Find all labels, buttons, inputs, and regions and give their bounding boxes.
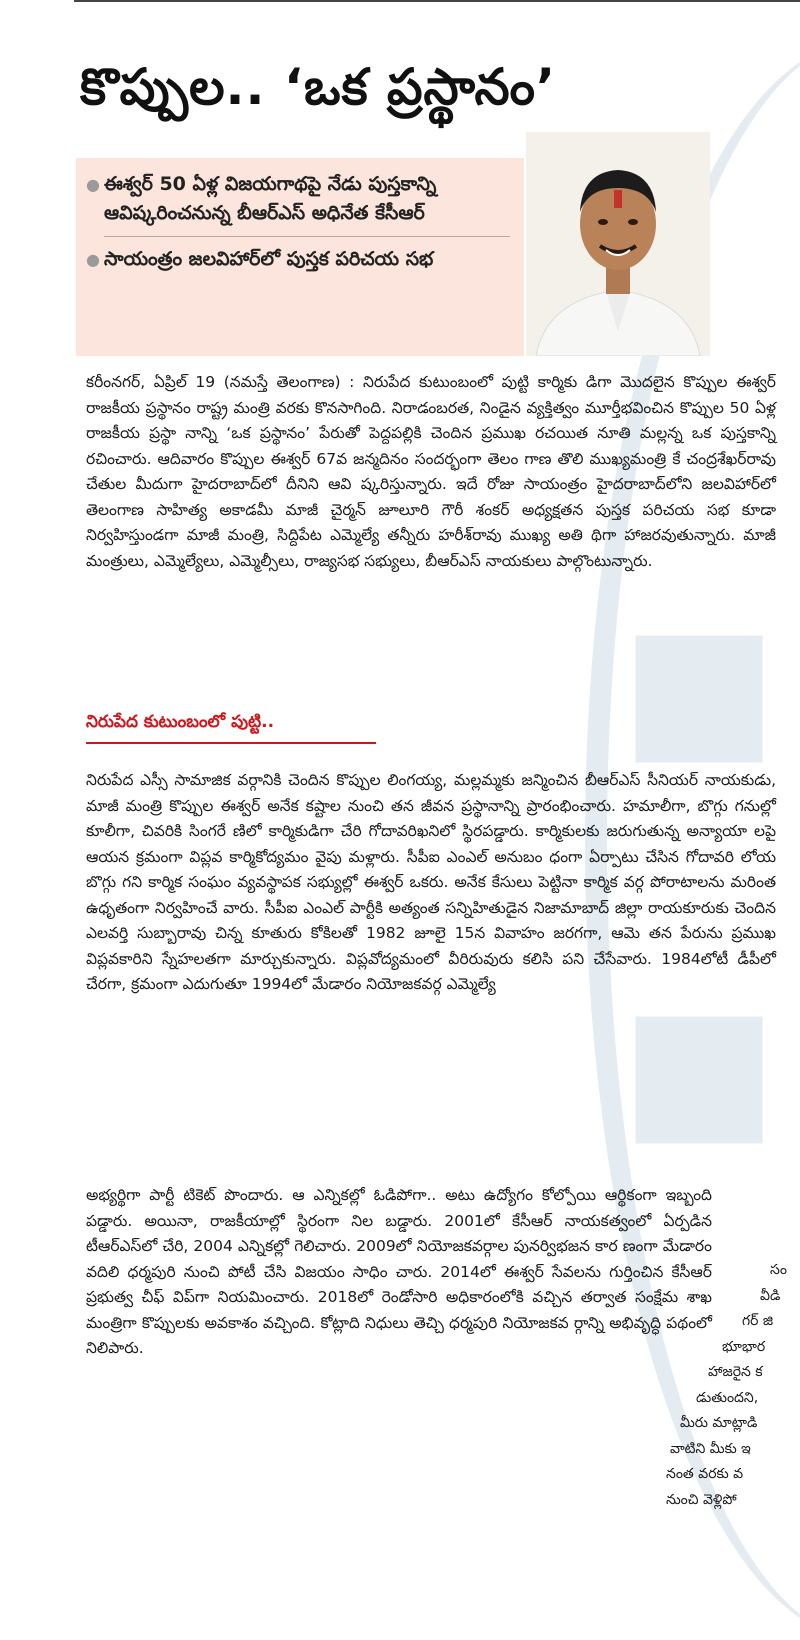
subheading-underline (86, 742, 376, 744)
side-fragment: నుంచి వెళ్లిపో (666, 1491, 737, 1508)
top-rule (74, 0, 800, 2)
portrait-icon (526, 132, 710, 356)
intro-paragraph: కరీంనగర్, ఏప్రిల్ 19 (నమస్తే తెలంగాణ) : నిరుపేద కుటుంబంలో పుట్టి కార్మికు డిగా మొదలైన కొప్పుల ఈశ్వర్ రాజకీయ ప్రస్థానం రాష్ట్ర మంత్రి వరకు కొనసాగింది. నిరాడంబరత, నిండైన వ్యక్తిత్వం మూర్తీభవించిన కొప్పుల 50 ఏళ్ల రాజకీయ ప్రస్థా నాన్ని ‘ఒక ప్రస్థానం’ పేరుతో పెద్దపల్లికి చెందిన ప్రముఖ రచయిత నూతి మల్లన్న ఒక పుస్తకాన్ని రచించారు. ఆదివారం కొప్పుల ఈశ్వర్ 67వ జన్మదినం సందర్భంగా తెలం గాణ తొలి ముఖ్యమంత్రి కే చంద్రశేఖర్‌రావు చేతుల మీదుగా హైదరాబాద్‌లో దీనిని ఆవి ష్కరిస్తున్నారు. ఇదే రోజు సాయంత్రం హైదరాబాద్‌లోని జలవిహార్‌లో తెలంగాణ సాహిత్య అకాడమీ మాజీ చైర్మన్ జూలూరి గౌరీ శంకర్ అధ్యక్షతన పుస్తక పరిచయ సభ కూడా నిర్వహిస్తుండగా మాజీ మంత్రి, సిద్దిపేట ఎమ్మెల్యే తన్నీరు హరీశ్‌రావు ముఖ్య అతి థిగా హాజరవుతున్నారు. మాజీ మంత్రులు, ఎమ్మెల్యేలు, ఎమ్మెల్సీలు, రాజ్యసభ సభ్యులు, బీఆర్ఎస్ నాయకులు పాల్గొంటున్నారు. (86, 373, 776, 570)
side-fragment: వీడి (760, 1287, 781, 1304)
highlight-text: ఈశ్వర్ 50 ఏళ్ల విజయగాథపై నేడు పుస్తకాన్ని ఆవిష్కరించనున్న బీఆర్ఎస్ అధినేత కేసీఆర్ (104, 173, 437, 224)
headline: కొప్పుల.. ‘ఒక ప్రస్థానం’ (80, 58, 556, 116)
highlight-box (76, 158, 524, 356)
side-fragment: హాజరైన క (708, 1364, 763, 1380)
body-paragraph-continued: అభ్యర్థిగా పార్టీ టికెట్ పొందారు. ఆ ఎన్నికల్లో ఓడిపోగా.. అటు ఉద్యోగం కోల్పోయి ఆర్థికంగా ఇబ్బంది పడ్డారు. అయినా, రాజకీయాల్లో స్థిరంగా నిల బడ్డారు. 2001లో కేసీఆర్ నాయకత్వంలో ఏర్పడిన టీఆర్ఎస్‌లో చేరి, 2004 ఎన్నికల్లో గెలిచారు. 2009లో నియోజకవర్గాల పునర్విభజన కార ణంగా మేడారం వదిలి ధర్మపురి నుంచి పోటీ చేసి విజయం సాధిం చారు. 2014లో ఈశ్వర్ సేవలను గుర్తించిన కేసీఆర్ ప్రభుత్వ చీఫ్ విప్‌గా నియమించారు. 2018లో రెండోసారి అధికారంలోకి వచ్చిన తర్వాత సంక్షేమ శాఖ మంత్రిగా కొప్పులకు అవకాశం వచ్చింది. కోట్లాది నిధులు తెచ్చి ధర్మపురి నియోజకవ ర్గాన్ని అభివృద్ధి పథంలో నిలిపారు. (86, 1186, 712, 1357)
side-fragment: వాటిని మీకు ఇ (670, 1440, 751, 1457)
adjacent-article-column (660, 1258, 800, 1543)
portrait-photo (526, 132, 710, 356)
side-fragment: మీరు మాట్లాడి (680, 1415, 758, 1431)
side-fragment: భూభార (722, 1338, 766, 1355)
side-fragment: నంత వరకు వ (666, 1466, 744, 1482)
highlight-list (76, 158, 524, 274)
bullet-icon: ● (86, 175, 100, 194)
section-subheading: నిరుపేద కుటుంబంలో పుట్టి.. (86, 712, 275, 732)
highlight-text: సాయంత్రం జలవిహార్‌లో పుస్తక పరిచయ సభ (104, 248, 434, 270)
side-fragment: గర్ జి (742, 1313, 774, 1329)
body-paragraph: నిరుపేద ఎస్సీ సామాజిక వర్గానికి చెందిన కొప్పుల లింగయ్య, మల్లమ్మకు జన్మించిన బీఆర్ఎస్ సీనియర్ నాయకుడు, మాజీ మంత్రి కొప్పుల ఈశ్వర్ అనేక కష్టాల నుంచి తన జీవన ప్రస్థానాన్ని ప్రారంభించారు. హమాలీగా, బొగ్గు గనుల్లో కూలీగా, చివరికి సింగరే ణిలో కార్మికుడిగా చేరి గోదావరిఖనిలో స్థిరపడ్డారు. కార్మికులకు జరుగుతున్న అన్యాయా లపై ఆయన క్రమంగా విప్లవ కార్మికోద్యమం వైపు మళ్లారు. సీపీఐ ఎంఎల్ అనుబం ధంగా ఏర్పాటు చేసిన గోదావరి లోయ బొగ్గు గని కార్మిక సంఘం వ్యవస్థాపక సభ్యుల్లో ఈశ్వర్ ఒకరు. అనేక కేసులు పెట్టినా కార్మిక వర్గ పోరాటాలను మరింత ఉధృతంగా నిర్వహించే వారు. సీపీఐ ఎంఎల్ పార్టీకి అత్యంత సన్నిహితుడైన నిజామాబాద్ జిల్లా రాయకూరుకు చెందిన ఎలవర్తి సుబ్బారావు చిన్న కూతురు కోకిలతో 1982 జూలై 15న వివాహం జరగగా, ఆమె తన పేరును ప్రముఖ విప్లవకారిని స్నేహలతగా మార్చుకున్నారు. విప్లవోద్యమంలో వీరిరువురు కలిసి పని చేసేవారు. 1984లోటీ డీపీలో చేరగా, క్రమంగా ఎదుగుతూ 1994లో మేడారం నియోజకవర్గ ఎమ్మెల్యే (86, 771, 776, 993)
highlight-item (86, 245, 510, 274)
bullet-icon: ● (86, 250, 100, 269)
side-fragment: డుతుందని, (696, 1389, 759, 1406)
side-fragment: సం (770, 1262, 787, 1278)
highlight-item (86, 170, 510, 237)
